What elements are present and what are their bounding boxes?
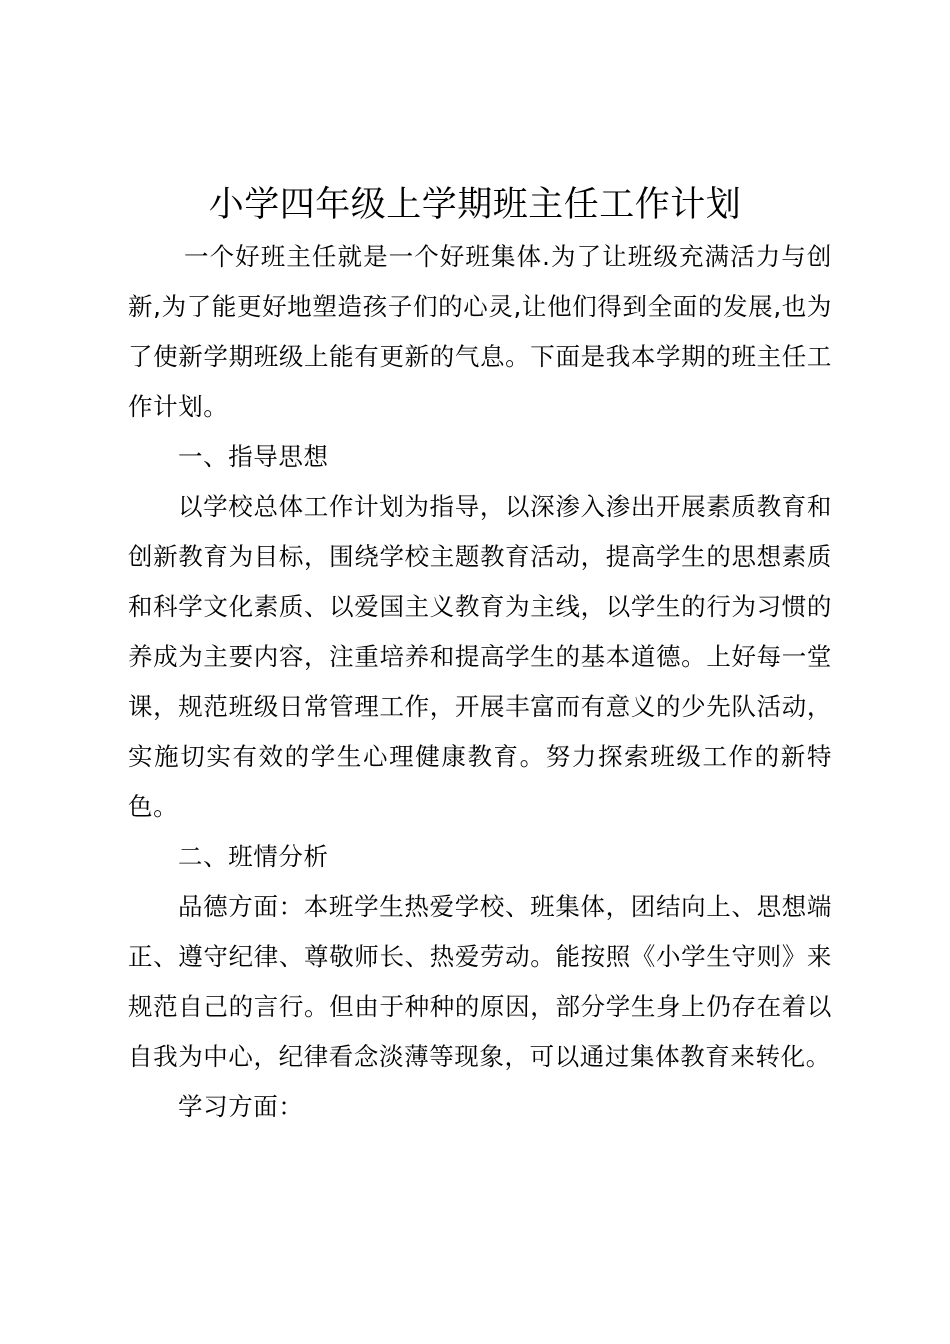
- document-body: [128, 232, 832, 1132]
- section-heading-guiding-ideology: 一、指导思想: [178, 442, 329, 471]
- intro-paragraph: 一个好班主任就是一个好班集体.为了让班级充满活力与创新,为了能更好地塑造孩子们的心灵,让他们得到全面的发展,也为了使新学期班级上能有更新的气息。下面是我本学期的班主任工作计划。: [128, 242, 832, 421]
- moral-aspect-paragraph: 品德方面：本班学生热爱学校、班集体，团结向上、思想端正、遵守纪律、尊敬师长、热爱劳动。能按照《小学生守则》来规范自己的言行。但由于种种的原因，部分学生身上仍存在着以自我为中心，纪律看念淡薄等现象，可以通过集体教育来转化。: [128, 892, 832, 1071]
- guiding-ideology-paragraph: 以学校总体工作计划为指导，以深渗入渗出开展素质教育和创新教育为目标，围绕学校主题教育活动，提高学生的思想素质和科学文化素质、以爱国主义教育为主线，以学生的行为习惯的养成为主要内容，注重培养和提高学生的基本道德。上好每一堂课，规范班级日常管理工作，开展丰富而有意义的少先队活动，实施切实有效的学生心理健康教育。努力探索班级工作的新特色。: [128, 492, 832, 821]
- document-title: 小学四年级上学期班主任工作计划: [208, 185, 742, 225]
- section-heading-class-analysis: 二、班情分析: [178, 842, 329, 871]
- study-aspect-paragraph: 学习方面：: [178, 1092, 304, 1121]
